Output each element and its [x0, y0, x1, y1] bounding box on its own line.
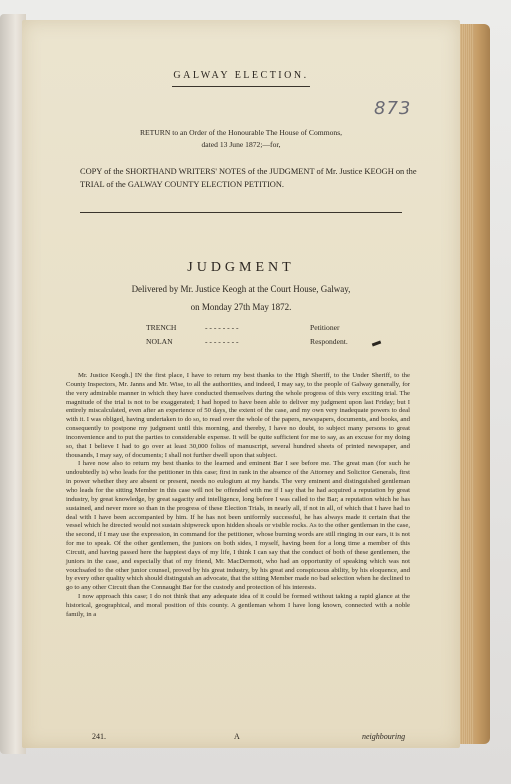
title-underline	[172, 86, 310, 87]
judgment-heading: JUDGMENT	[187, 260, 295, 275]
body-paragraph: I have now also to return my best thanks to the learned and eminent Bar I see before me. The great man (for such he undoubtedly is) who leads for the petitioner in this case; first in rank in the absence of the Attorney and Solicitor Generals, first in power whether they are absent or present, needs no eulogium at my hands. The very eminent and distinguished gentleman who leads for the sitting Member in this case will not be offended with me if I say that he had acquired a reputation by great industry, by great knowledge, by great sagacity and intelligence, long before I was called to the Bar; a reputation which he has sustained, and never more so than in the progress of these Election Trials, in nearly all, if not in all, of which that I have had to deal with I have been accompanied by him. If he has not been uniformly successful, he has always made it certain that the vessel which he directed would not sustain shipwreck upon hidden shoals or visible rocks. As to the other gentleman in the case, the second, if I may use the expression, in command for the petitioner, whose burning words are still ringing in our ears, it is not for me to speak. Of the other gentlemen, the juniors on both sides, I myself, having been for a long time a member of this Circuit, and having passed here the happiest days of my life, I think I can say that the conduct of both of these gentlemen, the juniors in the case, and especially that of my friend, Mr. MacDermott, who had an opportunity of speaking which was not vouchsafed to the other junior counsel, proved by his great industry, by his great and conspicuous ability, by his eloquence, and by every other quality which should distinguish an advocate, that the sitting Member made no bad selection when he declined to go to any other Circuit than the Connaught Bar for the custody and protection of his interests.	[66, 460, 410, 592]
catchword: neighbouring	[362, 732, 406, 741]
party-petitioner-dashes: - - - - - - - -	[205, 323, 239, 332]
party-respondent-name: NOLAN	[146, 337, 173, 346]
signature-letter: A	[234, 732, 240, 741]
pencil-mark	[372, 341, 381, 347]
return-line-1: RETURN to an Order of the Honourable The House of Commons,	[139, 128, 343, 137]
date-line: on Monday 27th May 1872.	[190, 302, 292, 312]
judgment-body	[66, 372, 410, 620]
section-divider	[80, 212, 402, 213]
document-page	[22, 20, 460, 748]
document-title: GALWAY ELECTION.	[173, 70, 309, 81]
body-paragraph: I now approach this case; I do not think that any adequate idea of it could be formed without taking a rapid glance at the historical, geographical, and moral position of this county. A gentleman whom I have long known, connected with a noble family, in a	[66, 593, 410, 618]
party-respondent-dashes: - - - - - - - -	[205, 337, 239, 346]
party-petitioner-role: Petitioner	[310, 323, 340, 332]
delivered-line: Delivered by Mr. Justice Keogh at the Court House, Galway,	[131, 284, 351, 294]
copy-description: COPY of the SHORTHAND WRITERS' NOTES of the JUDGMENT of Mr. Justice KEOGH on the TRIAL of the GALWAY COUNTY ELECTION PETITION.	[80, 167, 417, 189]
handwritten-number: 873	[374, 98, 412, 119]
footer-number: 241.	[92, 732, 106, 741]
party-petitioner-name: TRENCH	[146, 323, 177, 332]
party-respondent-role: Respondent.	[310, 337, 348, 346]
body-paragraph: Mr. Justice Keogh.] IN the first place, I have to return my best thanks to the High Sheriff, to the Under Sheriff, to the County Inspectors, Mr. Janns and Mr. Wise, to all the authorities, and indeed, I may say, to the people of Galway generally, for the very admirable manner in which they have conducted themselves during the whole progress of this very exciting trial. The magnitude of the trial is not to be exaggerated; I had hoped to have been able to deliver my judgment upon last Friday; but I entirely miscalculated, even after an experience of 50 days, the extent of the case, and my own very inadequate powers to deal with it. I was obliged, having undertaken to do so, to read over the whole of the papers, newspapers, documents, and books, and consequently to postpone my judgment until this morning, and thereby, I have no doubt, to subject many persons to great inconvenience and to put the parties to considerable expense. It will be quite sufficient for me to say, as an excuse for my doing so, that I believe I had to go over at least 30,000 folios of manuscript, several hundred sheets of printed newspaper, and thousands, I may say, of documents; I shall not further dwell upon that subject.	[66, 372, 410, 459]
return-line-2: dated 13 June 1872;—for,	[201, 140, 281, 149]
